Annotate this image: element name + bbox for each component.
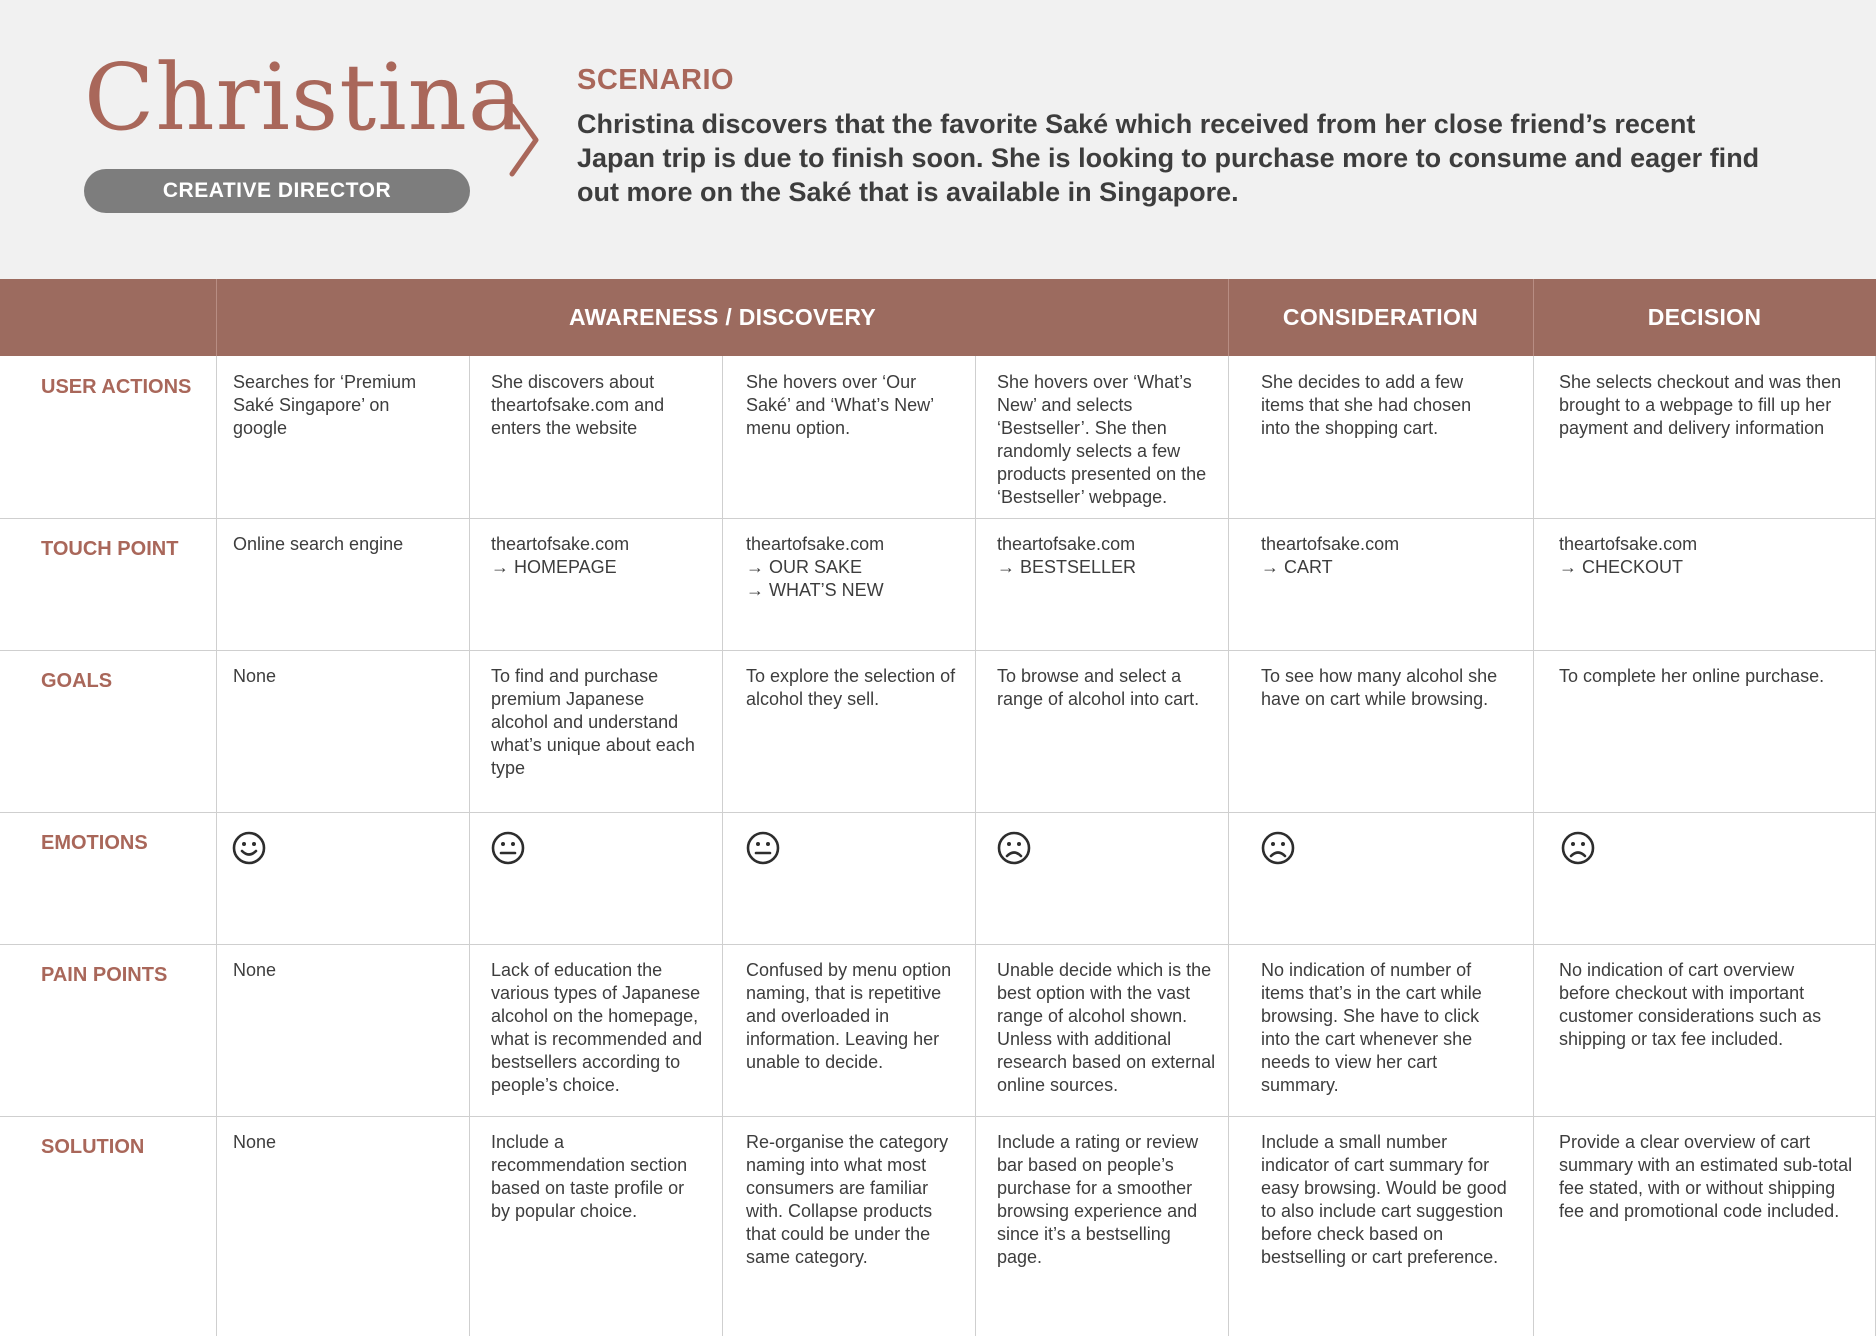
persona-name: Christina <box>84 44 524 151</box>
user-action-cell: She discovers about theartofsake.com and enters the website <box>491 372 665 438</box>
sad-face-icon <box>996 830 1032 866</box>
solution-cell: Include a rating or review bar based on people’s purchase for a smoother browsing experience and since it’s a bestselling page. <box>997 1132 1199 1267</box>
neutral-face-icon <box>490 830 526 866</box>
row-label-pain-points: PAIN POINTS <box>41 964 168 986</box>
sad-face-icon <box>1260 830 1296 866</box>
user-action-cell: She hovers over ‘Our Saké’ and ‘What’s New’ menu option. <box>746 372 934 438</box>
pain-point-cell: Lack of education the various types of Japanese alcohol on the homepage, what is recommended and bestsellers according to people’s choice. <box>491 960 703 1095</box>
goal-cell: To see how many alcohol she have on cart while browsing. <box>1261 666 1498 709</box>
solution-cell: None <box>233 1132 277 1152</box>
solution-cell: Include a small number indicator of cart summary for easy browsing. Would be good to also include cart suggestion before check based on bestselling or cart preference. <box>1261 1132 1507 1267</box>
touch-point-cell: theartofsake.com → CHECKOUT <box>1559 534 1698 577</box>
user-action-cell: She hovers over ‘What’s New’ and selects ‘Bestseller’. She then randomly selects a few products presented on the ‘Bestseller’ webpage. <box>997 372 1207 507</box>
goal-cell: To explore the selection of alcohol they sell. <box>746 666 956 709</box>
row-label-touch-point: TOUCH POINT <box>41 538 179 560</box>
sad-face-icon <box>1560 830 1596 866</box>
touch-point-cell: theartofsake.com → OUR SAKE → WHAT’S NEW <box>746 534 885 600</box>
touch-point-cell: Online search engine <box>233 534 404 554</box>
header-divider <box>1228 279 1229 356</box>
happy-face-icon <box>231 830 267 866</box>
row-divider <box>0 650 1876 651</box>
row-label-solution: SOLUTION <box>41 1136 145 1158</box>
column-divider <box>216 356 217 1336</box>
user-action-cell: She decides to add a few items that she had chosen into the shopping cart. <box>1261 372 1472 438</box>
goal-cell: To complete her online purchase. <box>1559 666 1825 686</box>
solution-cell: Include a recommendation section based on taste profile or by popular choice. <box>491 1132 688 1221</box>
persona-role-badge: CREATIVE DIRECTOR <box>84 169 470 213</box>
column-divider <box>722 356 723 1336</box>
solution-cell: Provide a clear overview of cart summary with an estimated sub-total fee stated, with or without shipping fee and promotional code included. <box>1559 1132 1853 1221</box>
scenario-label: SCENARIO <box>577 64 735 96</box>
row-label-emotions: EMOTIONS <box>41 832 148 854</box>
column-divider <box>1533 356 1534 1336</box>
pain-point-cell: No indication of cart overview before checkout with important customer considerations such as shipping or tax fee included. <box>1559 960 1822 1049</box>
row-divider <box>0 812 1876 813</box>
user-action-cell: Searches for ‘Premium Saké Singapore’ on google <box>233 372 417 438</box>
journey-map-table <box>0 279 1876 1336</box>
column-divider <box>1228 356 1229 1336</box>
row-divider <box>0 1116 1876 1117</box>
column-divider <box>469 356 470 1336</box>
user-action-cell: She selects checkout and was then brought to a webpage to fill up her payment and delivery information <box>1559 372 1842 438</box>
scenario-text: Christina discovers that the favorite Saké which received from her close friend’s recent Japan trip is due to finish soon. She is looking to purchase more to consume and eager find out more on the Saké that is available in Singapore. <box>577 109 1760 207</box>
row-label-user-actions: USER ACTIONS <box>41 376 192 398</box>
touch-point-cell: theartofsake.com → CART <box>1261 534 1400 577</box>
pain-point-cell: Confused by menu option naming, that is repetitive and overloaded in information. Leaving her unable to decide. <box>746 960 952 1072</box>
stage-consideration: CONSIDERATION <box>1282 304 1479 330</box>
row-divider <box>0 944 1876 945</box>
header-divider <box>1533 279 1534 356</box>
goal-cell: None <box>233 666 277 686</box>
row-divider <box>0 518 1876 519</box>
touch-point-cell: theartofsake.com → BESTSELLER <box>997 534 1137 577</box>
pain-point-cell: None <box>233 960 277 980</box>
pain-point-cell: Unable decide which is the best option with the vast range of alcohol shown. Unless with additional research based on external online sources. <box>997 960 1216 1095</box>
row-label-goals: GOALS <box>41 670 113 692</box>
column-divider <box>975 356 976 1336</box>
header-divider <box>216 279 217 356</box>
neutral-face-icon <box>745 830 781 866</box>
solution-cell: Re-organise the category naming into what most consumers are familiar with. Collapse products that could be under the same category. <box>746 1132 949 1267</box>
scenario-header <box>0 0 1876 279</box>
chevron-right-icon <box>504 100 544 180</box>
pain-point-cell: No indication of number of items that’s in the cart while browsing. She have to click into the cart whenever she needs to view her cart summary. <box>1261 960 1482 1095</box>
stage-awareness: AWARENESS / DISCOVERY <box>568 304 877 330</box>
stage-decision: DECISION <box>1647 304 1762 330</box>
goal-cell: To browse and select a range of alcohol into cart. <box>997 666 1200 709</box>
goal-cell: To find and purchase premium Japanese alcohol and understand what’s unique about each type <box>491 666 695 778</box>
touch-point-cell: theartofsake.com → HOMEPAGE <box>491 534 630 577</box>
